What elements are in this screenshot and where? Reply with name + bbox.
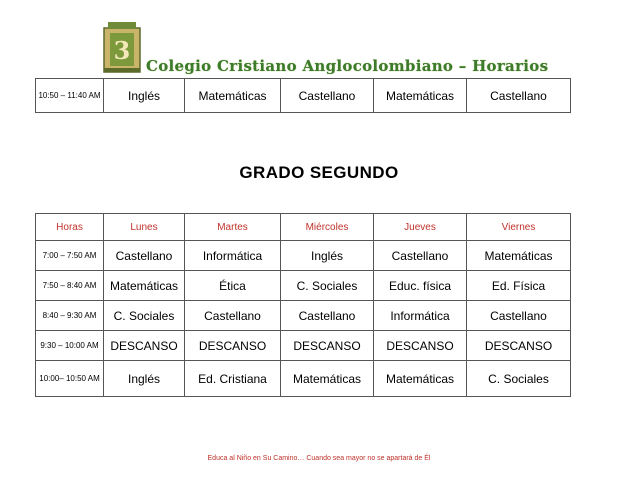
table-cell: Inglés: [281, 241, 374, 271]
table-cell: Ed. Cristiana: [185, 361, 281, 397]
table-cell: Castellano: [467, 79, 571, 113]
table-cell: DESCANSO: [467, 331, 571, 361]
table-cell: DESCANSO: [185, 331, 281, 361]
table-cell: Ética: [185, 271, 281, 301]
table-cell: Matemáticas: [374, 361, 467, 397]
table-row: [36, 361, 571, 397]
table-cell: DESCANSO: [374, 331, 467, 361]
table-row: [36, 301, 571, 331]
hour-cell: 10:50 – 11:40 AM: [36, 79, 104, 113]
table-cell: Castellano: [281, 79, 374, 113]
table-cell: Inglés: [104, 79, 185, 113]
table-cell: Matemáticas: [185, 79, 281, 113]
hour-cell: 7:00 – 7:50 AM: [36, 241, 104, 271]
table-cell: Informática: [185, 241, 281, 271]
column-header: Jueves: [374, 214, 467, 241]
school-crest-icon: [103, 22, 141, 74]
hour-cell: 7:50 – 8:40 AM: [36, 271, 104, 301]
table-cell: Castellano: [374, 241, 467, 271]
column-header: Miércoles: [281, 214, 374, 241]
table-cell: Castellano: [185, 301, 281, 331]
schedule-table: [35, 213, 571, 397]
table-cell: Castellano: [281, 301, 374, 331]
table-header-row: [36, 214, 571, 241]
table-cell: C. Sociales: [467, 361, 571, 397]
column-header: Lunes: [104, 214, 185, 241]
table-cell: Informática: [374, 301, 467, 331]
table-cell: DESCANSO: [104, 331, 185, 361]
table-row: [36, 241, 571, 271]
grade-title: GRADO SEGUNDO: [239, 163, 399, 182]
table-cell: Educ. física: [374, 271, 467, 301]
column-header: Horas: [36, 214, 104, 241]
column-header: Viernes: [467, 214, 571, 241]
hour-cell: 8:40 – 9:30 AM: [36, 301, 104, 331]
hour-cell: 10:00– 10:50 AM: [36, 361, 104, 397]
table-cell: Matemáticas: [281, 361, 374, 397]
table-cell: C. Sociales: [281, 271, 374, 301]
table-cell: C. Sociales: [104, 301, 185, 331]
table-cell: Inglés: [104, 361, 185, 397]
hour-cell: 9:30 – 10:00 AM: [36, 331, 104, 361]
table-cell: Matemáticas: [467, 241, 571, 271]
table-cell: Ed. Física: [467, 271, 571, 301]
column-header: Martes: [185, 214, 281, 241]
footer-motto: Educa al Niño en Su Camino… Cuando sea mayor no se apartará de Él: [207, 455, 431, 462]
table-row: [36, 271, 571, 301]
table-cell: Castellano: [104, 241, 185, 271]
table-cell: Castellano: [467, 301, 571, 331]
table-cell: Matemáticas: [374, 79, 467, 113]
table-cell: DESCANSO: [281, 331, 374, 361]
table-row: [36, 79, 571, 113]
svg-text:3: 3: [113, 36, 131, 65]
table-cell: Matemáticas: [104, 271, 185, 301]
previous-schedule-table: [35, 78, 571, 113]
school-title: Colegio Cristiano Anglocolombiano – Horarios: [146, 57, 549, 75]
table-row: [36, 331, 571, 361]
